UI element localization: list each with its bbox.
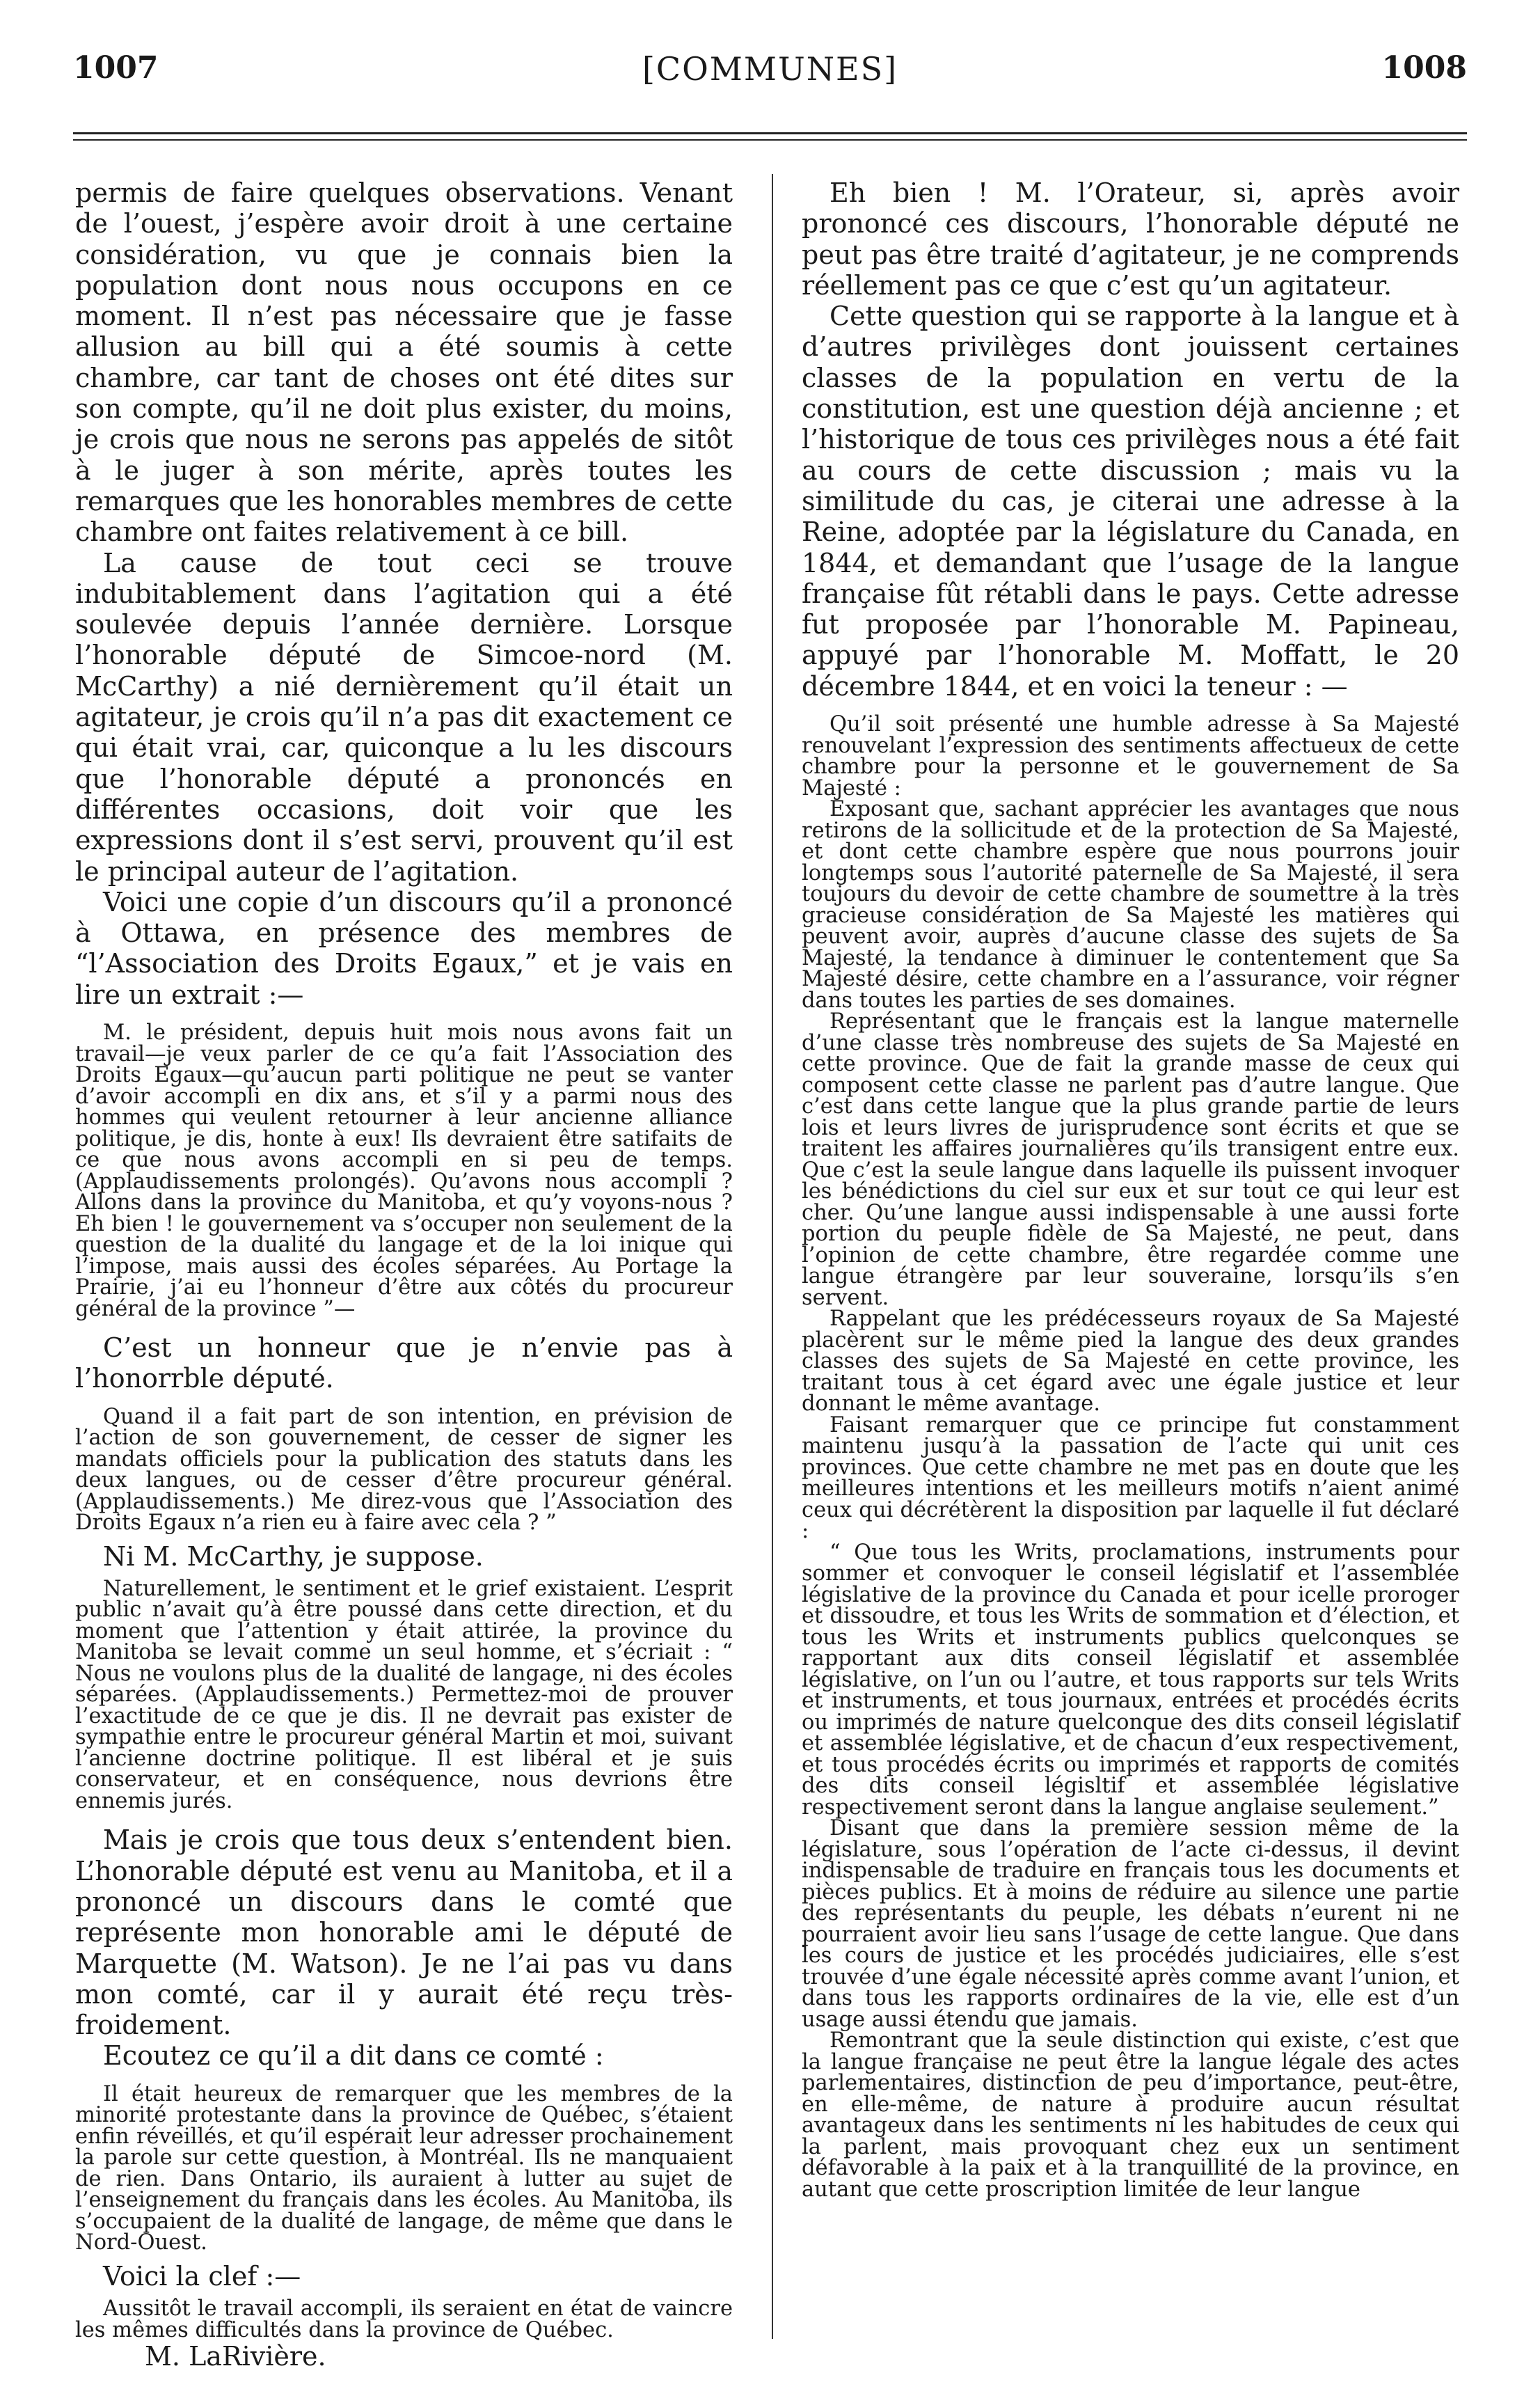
paragraph: Voici la clef :— — [103, 2260, 301, 2292]
quoted-address: Exposant que, sachant apprécier les avantages que nous retirons de la sollicitude et de la protection de Sa Majesté, et dont cette chambre espère que nous pourrons jouir longtemps sous l’autorité paternelle de Sa Majesté, il sera toujours du devoir de cette chambre de soumettre à la très gracieuse considération de Sa Majesté les matières qui peuvent avoir, auprès d’aucune classe des sujets de Sa Majesté, la tendance à diminuer le contentement que Sa Majesté désire, cette chambre en a l’assurance, voir régner dans toutes les parties de ses domaines. — [802, 797, 1459, 1013]
speaker-name: M. LaRivière. — [145, 2341, 326, 2372]
quoted-address: Remontrant que la seule distinction qui existe, c’est que la langue française ne peut être la langue légale des actes parlementaires, distinction de peu d’importance, peut-être, en elle-même, de nature à produire aucun résultat avantageux dans les sentiments ni les habitudes de ceux qui la parlent, mais provoquant chez eux un sentiment défavorable à la paix et à la tranquillité de la province, en autant que cette proscription limitée de leur langue — [802, 2028, 1459, 2202]
paragraph: Ni M. McCarthy, je suppose. — [103, 1540, 484, 1572]
paragraph: C’est un honneur que je n’envie pas à l’honorrble député. — [75, 1332, 733, 1394]
quoted-address: Qu’il soit présenté une humble adresse à Sa Majesté renouvelant l’expression des sentiments affectueux de cette chambre pour la personne et le gouvernement de Sa Majesté : — [802, 712, 1459, 801]
quoted-extract: M. le président, depuis huit mois nous avons fait un travail—je veux parler de ce qu’a fait l’Association des Droits Egaux—qu’aucun parti politique ne peut se vanter d’avoir accompli en dix ans, et s’il y a parmi nous des hommes qui veulent retourner à leur ancienne alliance politique, je dis, honte à eux! Ils devraient être satifaits de ce que nous avons accompli en si peu de temps. (Applaudissements prolongés). Qu’avons nous accompli ? Allons dans la province du Manitoba, et qu’y voyons-nous ? Eh bien ! le gouvernement va s’occuper non seulement de la question de la dualité du langage et de la loi inique qui l’impose, mais aussi des écoles séparées. Au Portage la Prairie, j’ai eu l’honneur d’être aux côtés du procureur général de la province ”— — [75, 1020, 733, 1321]
running-title: [COMMUNES] — [642, 50, 898, 88]
paragraph: Ecoutez ce qu’il a dit dans ce comté : — [103, 2040, 604, 2072]
column-divider — [772, 174, 773, 2339]
paragraph: permis de faire quelques observations. Venant de l’ouest, j’espère avoir droit à une certaine considération, vu que je connais bien la population dont nous nous occupons en ce moment. Il n’est pas nécessaire que je fasse allusion au bill qui a été soumis à cette chambre, car tant de choses ont été dites sur son compte, qu’il ne doit plus exister, du moins, je crois que nous ne serons pas appelés de sitôt à le juger à son mérite, après toutes les remarques que les honorables membres de cette chambre ont faites relativement à ce bill. — [75, 178, 733, 548]
right-column — [802, 178, 1459, 2200]
quoted-address: Disant que dans la première session même de la législature, sous l’opération de l’acte ci-dessus, il devint indispensable de traduire en français tous les documents et pièces publics. Et à moins de réduire au silence une partie des représentants du peuple, les débats n’eurent ni ne pourraient avoir lieu sans l’usage de cette langue. Que dans les cours de justice et les procédés judiciaires, elle s’est trouvée d’une égale nécessité après comme avant l’union, et dans tous les rapports ordinaires de la vie, elle est d’un usage aussi étendu que jamais. — [802, 1816, 1459, 2032]
page-header — [73, 50, 1467, 99]
header-rule-bottom — [73, 139, 1467, 141]
quoted-address: “ Que tous les Writs, proclamations, instruments pour sommer et convoquer le conseil législatif et l’assemblée législative de la province du Canada et pour icelle proroger et dissoudre, et tous les Writs de sommation et d’élection, et tous les Writs et instruments publics quelconques se rapportant aux dits conseil législatif et assemblée législative, on l’un ou l’autre, et tous rapports sur tels Writs et instruments, et tous journaux, entrées et procédés écrits ou imprimés de nature quelconque des dits conseil législatif et assemblée législative, et de chacun d’eux respectivement, et tous procédés écrits ou imprimés et rapports de comités des dits conseil législtif et assemblée législative respectivement seront dans la langue anglaise seulement.” — [802, 1540, 1459, 1820]
paragraph: Voici une copie d’un discours qu’il a prononcé à Ottawa, en présence des membres de “l’Association des Droits Egaux,” et je vais en lire un extrait :— — [75, 886, 733, 1010]
quoted-extract: Quand il a fait part de son intention, en prévision de l’action de son gouvernement, de cesser de signer les mandats officiels pour la publication des statuts dans les deux langues, ou de cesser d’être procureur général. (Applaudissements.) Me direz-vous que l’Association des Droits Egaux n’a rien eu à faire avec cela ? ” — [75, 1404, 733, 1536]
paragraph: Mais je crois que tous deux s’entendent bien. L’honorable député est venu au Manitoba, et il a prononcé un discours dans le comté que représente mon honorable ami le député de Marquette (M. Watson). Je ne l’ai pas vu dans mon comté, car il y aurait été reçu très-froidement. — [75, 1824, 733, 2041]
quoted-address: Faisant remarquer que ce principe fut constamment maintenu jusqu’à la passation de l’acte qui unit ces provinces. Que cette chambre ne met pas en doute que les meilleures intentions et les meilleurs motifs n’aient animé ceux qui décrétèrent la disposition par laquelle il fut déclaré : — [802, 1412, 1459, 1544]
paragraph: Eh bien ! M. l’Orateur, si, après avoir prononcé ces discours, l’honorable député ne peut pas être traité d’agitateur, je ne comprends réellement pas ce que c’est qu’un agitateur. — [802, 178, 1459, 301]
paragraph: Cette question qui se rapporte à la langue et à d’autres privilèges dont jouissent certaines classes de la population en vertu de la constitution, est une question déjà ancienne ; et l’historique de tous ces privilèges nous a été fait au cours de cette discussion ; mais vu la similitude du cas, je citerai une adresse à la Reine, adoptée par la législature du Canada, en 1844, et demandant que l’usage de la langue française fût rétabli dans le pays. Cette adresse fut proposée par l’honorable M. Papineau, appuyé par l’honorable M. Moffatt, le 20 décembre 1844, et en voici la teneur : — — [802, 301, 1459, 702]
quoted-address: Rappelant que les prédécesseurs royaux de Sa Majesté placèrent sur le même pied la langue des deux grandes classes des sujets de Sa Majesté en cette province, les traitant tous à cet égard avec une égale justice et leur donnant le même avantage. — [802, 1307, 1459, 1417]
quoted-address: Représentant que le français est la langue maternelle d’une classe très nombreuse des sujets de Sa Majesté en cette province. Que de fait la grande masse de ceux qui composent cette classe ne parlent pas d’autre langue. Que c’est dans cette langue que la plus grande partie de leurs lois et leurs livres de jurisprudence sont écrits et que se traitent les affaires journalières qu’ils transigent entre eux. Que c’est la seule langue dans laquelle ils puissent invoquer les bénédictions du ciel sur eux et sur tout ce qui leur est cher. Qu’une langue aussi indispensable à une aussi forte portion du peuple fidèle de Sa Majesté, ne peut, dans l’opinion de cette chambre, être regardée comme une langue étrangère par leur souveraine, lorsqu’ils s’en servent. — [802, 1009, 1459, 1310]
page-number-left: 1007 — [73, 50, 159, 86]
header-rule-top — [73, 132, 1467, 134]
paragraph: La cause de tout ceci se trouve indubitablement dans l’agitation qui a été soulevée depuis l’année dernière. Lorsque l’honorable député de Simcoe-nord (M. McCarthy) a nié dernièrement qu’il était un agitateur, je crois qu’il n’a pas dit exactement ce qui était vrai, car, quiconque a lu les discours que l’honorable député a prononcés en différentes occasions, doit voir que les expressions dont il s’est servi, prouvent qu’il est le principal auteur de l’agitation. — [75, 547, 733, 887]
left-column — [75, 178, 733, 2372]
quoted-extract: Il était heureux de remarquer que les membres de la minorité protestante dans la province de Québec, s’étaient enfin réveillés, et qu’il espérait leur adresser prochainement la parole sur cette question, à Montréal. Ils ne manquaient de rien. Dans Ontario, ils auraient à lutter au sujet de l’enseignement du français dans les écoles. Au Manitoba, ils s’occupaient de la dualité de langage, de même que dans le Nord-Ouest. — [75, 2081, 733, 2255]
quoted-extract: Aussitôt le travail accompli, ils seraient en état de vaincre les mêmes difficultés dans la province de Québec. — [75, 2296, 733, 2342]
page-number-right: 1008 — [1381, 50, 1467, 86]
quoted-extract: Naturellement, le sentiment et le grief existaient. L’esprit public n’avait qu’à être poussé dans cette direction, et du moment que l’attention y était attirée, la province du Manitoba se levait comme un seul homme, et s’écriait : “ Nous ne voulons plus de la dualité de langage, ni des écoles séparées. (Applaudissements.) Permettez-moi de prouver l’exactitude de ce que je dis. Il ne devrait pas exister de sympathie entre le procureur général Martin et moi, suivant l’ancienne doctrine politique. Il est libéral et je suis conservateur, et en conséquence, nous devrions être ennemis jurés. — [75, 1576, 733, 1813]
